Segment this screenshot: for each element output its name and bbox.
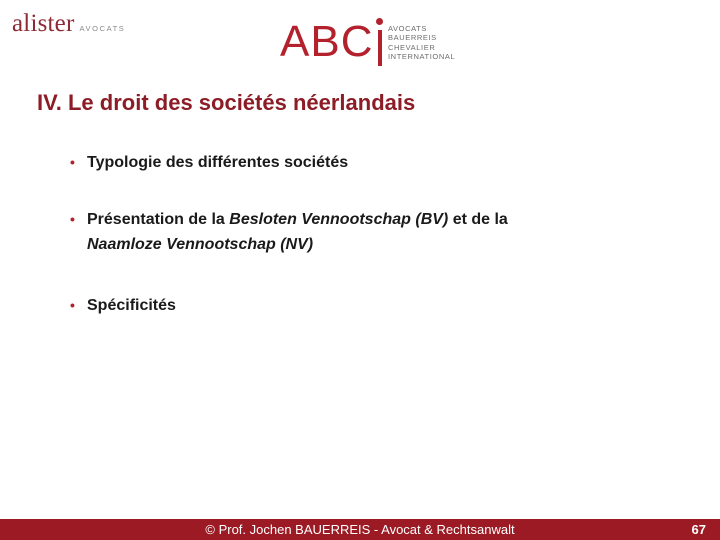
abci-firm-line: INTERNATIONAL [388, 51, 456, 61]
abci-logo-i-bar [378, 30, 382, 66]
abci-logo-firm-name [388, 24, 455, 61]
abci-firm-line: AVOCATS [388, 24, 427, 33]
bullet-marker: • [70, 211, 75, 227]
alister-logo-word: alister [12, 10, 75, 37]
footer-bar [0, 519, 720, 540]
alister-logo-sub: AVOCATS [79, 24, 126, 33]
footer-copyright: © Prof. Jochen BAUERREIS - Avocat & Rechtsanwalt [205, 522, 515, 537]
abci-logo-dot [376, 18, 383, 25]
bullet-marker: • [70, 297, 75, 313]
bullet-text-italic: Naamloze Vennootschap (NV) [87, 236, 314, 253]
bullet-text: Typologie des différentes sociétés [87, 154, 349, 171]
bullet-item [70, 293, 670, 318]
alister-logo [12, 10, 125, 38]
slide-title: IV. Le droit des sociétés néerlandais [37, 90, 416, 115]
bullet-text: Spécificités [87, 297, 176, 314]
abci-firm-line: CHEVALIER [388, 42, 436, 52]
abci-logo-letters: ABC [280, 17, 374, 66]
bullet-item [70, 207, 670, 257]
bullet-text-part: Présentation de la [87, 211, 230, 228]
bullet-item [70, 150, 670, 175]
page-number: 67 [691, 522, 706, 537]
bullet-text [87, 207, 508, 257]
bullet-text-part: et de la [448, 211, 508, 228]
abci-firm-line: BAUERREIS [388, 33, 437, 43]
abci-logo [280, 10, 480, 65]
bullet-marker: • [70, 154, 75, 170]
bullet-text-italic: Besloten Vennootschap (BV) [229, 211, 449, 228]
